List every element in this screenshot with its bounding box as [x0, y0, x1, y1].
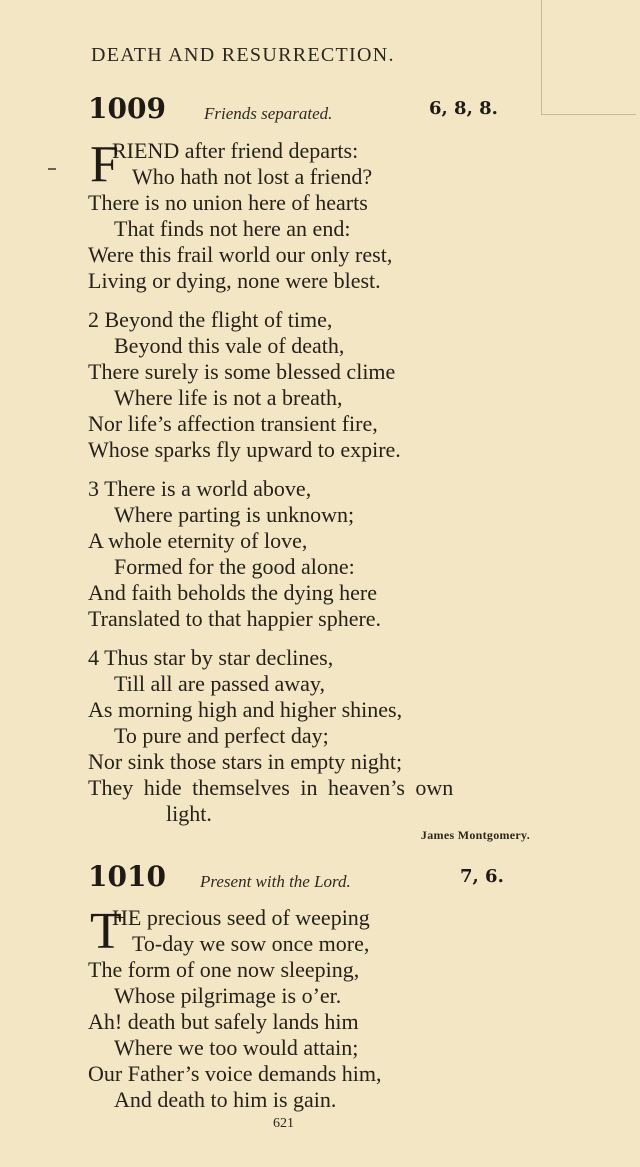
verse-line: Where we too would attain; [114, 1035, 359, 1060]
verse-line: light. [166, 801, 212, 826]
verse-line: Beyond this vale of death, [114, 333, 345, 358]
verse-line: 2 Beyond the flight of time, [88, 307, 333, 332]
hymn-number: 1009 [88, 92, 166, 125]
verse-line: Who hath not lost a friend? [132, 164, 373, 189]
page-edge-line [541, 0, 542, 115]
verse-line: Were this frail world our only rest, [88, 242, 393, 267]
verse-line: Nor sink those stars in empty night; [88, 749, 403, 774]
stanza [88, 645, 588, 827]
verse-text: RIEND after friend departs: [112, 138, 359, 163]
running-head: DEATH AND RESURRECTION. [91, 44, 395, 66]
verse-line: Whose sparks fly upward to expire. [88, 437, 401, 462]
hymn-title: Friends separated. [204, 104, 333, 123]
verse-line: The form of one now sleeping, [88, 957, 360, 982]
verse-line: Where life is not a breath, [114, 385, 343, 410]
verse-line: A whole eternity of love, [88, 528, 308, 553]
verse-line: Nor life’s affection transient fire, [88, 411, 378, 436]
drop-cap: T [90, 903, 122, 960]
verse-line: To pure and perfect day; [114, 723, 329, 748]
stanza [88, 476, 588, 632]
hymn-number: 1010 [88, 860, 166, 893]
verse-line: Translated to that happier sphere. [88, 606, 382, 631]
page-edge-line [541, 114, 636, 115]
verse-line: Ah! death but safely lands him [88, 1009, 359, 1034]
stanza [88, 307, 588, 463]
hymn-header [88, 860, 518, 896]
verse-line: 3 There is a world above, [88, 476, 312, 501]
verse-line: Whose pilgrimage is o’er. [114, 983, 342, 1008]
verse-line: And death to him is gain. [114, 1087, 337, 1112]
verse-line: To-day we sow once more, [132, 931, 370, 956]
hymn-author: James Montgomery. [420, 828, 530, 842]
stanza [88, 138, 588, 294]
hymn-title: Present with the Lord. [200, 872, 351, 891]
verse-line: Till all are passed away, [114, 671, 325, 696]
verse-line: There is no union here of hearts [88, 190, 368, 215]
verse-line: Living or dying, none were blest. [88, 268, 381, 293]
margin-mark [48, 168, 56, 170]
verse-line: Where parting is unknown; [114, 502, 355, 527]
hymn-header [88, 92, 518, 128]
verse-line: 4 Thus star by star declines, [88, 645, 334, 670]
verse-line: As morning high and higher shines, [88, 697, 403, 722]
page-number: 621 [273, 1116, 294, 1131]
verse-line: Our Father’s voice demands him, [88, 1061, 382, 1086]
verse-text: HE precious seed of weeping [112, 905, 370, 930]
stanza [88, 905, 588, 1113]
hymn-meter: 7, 6. [460, 866, 504, 887]
hymn-meter: 6, 8, 8. [429, 98, 498, 119]
drop-cap: F [90, 136, 119, 193]
verse-line: There surely is some blessed clime [88, 359, 396, 384]
verse-line: And faith beholds the dying here [88, 580, 377, 605]
verse-line: That finds not here an end: [114, 216, 351, 241]
verse-line: They hide themselves in heaven’s own [88, 775, 454, 800]
verse-line: Formed for the good alone: [114, 554, 355, 579]
